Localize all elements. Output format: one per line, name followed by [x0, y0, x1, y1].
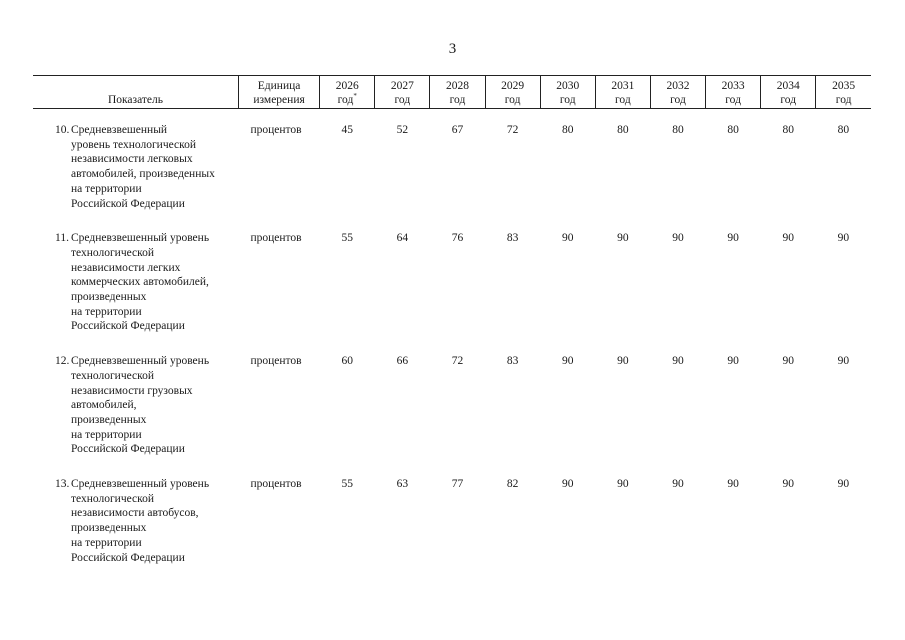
- table-spacer-row: [33, 109, 871, 124]
- header-year-value: 2026: [335, 79, 359, 92]
- row-indicator: [33, 354, 238, 477]
- row-value-2027: 66: [396, 355, 409, 368]
- row-value-2033: 90: [727, 232, 739, 245]
- row-name-line: технологической: [71, 369, 155, 382]
- header-unit: [238, 76, 319, 109]
- row-value-2027: 52: [396, 124, 409, 136]
- row-value-2034: 90: [782, 355, 794, 368]
- header-year-2032: [650, 76, 705, 109]
- row-number: 11.: [55, 232, 69, 245]
- header-year-2033: [706, 76, 761, 109]
- header-year-word: год: [725, 94, 741, 107]
- row-name-line: Средневзвешенный уровень: [71, 232, 210, 245]
- row-value-2029: 83: [506, 232, 519, 245]
- row-indicator-wrap: [33, 354, 238, 457]
- row-indicator-wrap: [33, 123, 238, 211]
- header-year-word: год: [449, 94, 466, 107]
- row-number: 13.: [55, 478, 70, 491]
- row-name-line: на территории: [71, 536, 142, 549]
- row-name-line: автомобилей, произведенных: [71, 168, 215, 181]
- header-year-2028: [430, 76, 485, 109]
- header-year-value: 2032: [666, 79, 690, 92]
- row-value-2030: 90: [561, 478, 574, 491]
- row-unit: процентов: [250, 355, 302, 368]
- header-year-word: год: [394, 94, 411, 107]
- row-value-2031: 90: [617, 478, 629, 491]
- header-year-word-line: [432, 93, 482, 108]
- row-name-line: независимости автобусов,: [71, 507, 199, 520]
- header-year-word: год: [559, 94, 576, 107]
- row-value-2035: 80: [837, 124, 850, 136]
- row-number: 12.: [55, 355, 70, 368]
- row-value-2032: 80: [672, 124, 684, 136]
- header-year-value: 2031: [611, 79, 635, 92]
- header-year-word: год: [670, 94, 686, 107]
- row-value-2026: 55: [341, 478, 353, 491]
- header-year-value: 2034: [776, 79, 800, 92]
- row-value-2035: 90: [837, 232, 850, 245]
- header-year-value: 2028: [445, 79, 469, 92]
- header-year-word-line: [818, 93, 869, 108]
- row-name-line: независимости грузовых: [71, 384, 193, 397]
- row-name-line: на территории: [71, 182, 142, 195]
- row-value-2028: 77: [451, 478, 464, 491]
- header-year-word-line: [377, 93, 427, 108]
- header-unit-line1: Единица: [257, 79, 301, 92]
- row-name-line: независимости легких: [71, 261, 181, 274]
- header-year-word-line: [708, 93, 758, 108]
- row-value-2034: 90: [782, 232, 794, 245]
- row-name: [71, 354, 209, 457]
- row-value-2032: 90: [672, 355, 684, 368]
- header-year-value: 2029: [501, 79, 525, 92]
- page-number: 3: [448, 41, 457, 57]
- row-name: [71, 231, 209, 334]
- header-year-word: год: [615, 94, 631, 107]
- row-value-2027: 64: [396, 232, 409, 245]
- row-unit: процентов: [250, 124, 302, 136]
- header-year-2026: [320, 76, 375, 109]
- row-value-2030: 90: [561, 355, 574, 368]
- header-year-2035: [816, 76, 871, 109]
- header-year-word-line: [488, 93, 538, 108]
- row-value-2028: 72: [451, 355, 464, 368]
- header-year-value: 2027: [390, 79, 414, 92]
- table-row: [33, 231, 871, 354]
- row-value-2026: 60: [341, 355, 353, 368]
- row-indicator-wrap: [33, 477, 238, 565]
- row-value-2029: 82: [506, 478, 519, 491]
- row-name-line: Средневзвешенный уровень: [71, 478, 210, 491]
- row-name: [71, 477, 209, 565]
- header-year-value: 2030: [556, 79, 580, 92]
- row-value-2029: 83: [506, 355, 519, 368]
- row-unit: процентов: [250, 478, 302, 491]
- row-indicator-wrap: [33, 231, 238, 334]
- indicators-table: [33, 75, 871, 585]
- row-name-line: Российской Федерации: [71, 320, 185, 333]
- header-year-word-line: [322, 93, 372, 108]
- row-name-line: уровень технологической: [71, 138, 197, 151]
- row-name-line: произведенных: [71, 522, 147, 535]
- row-value-2028: 76: [451, 232, 464, 245]
- header-indicator-label: Показатель: [107, 94, 164, 107]
- footnote-mark: *: [353, 92, 357, 101]
- row-value-2034: 90: [782, 478, 794, 491]
- row-value-2026: 45: [341, 124, 353, 136]
- table-body: [33, 109, 871, 586]
- table-row: [33, 354, 871, 477]
- header-year-2027: [375, 76, 430, 109]
- header-year-word-line: [598, 93, 648, 108]
- header-year-word: год: [780, 94, 797, 107]
- row-indicator: [33, 123, 238, 231]
- row-value-2033: 90: [727, 478, 739, 491]
- row-value-2030: 80: [561, 124, 574, 136]
- header-year-value: 2033: [721, 79, 745, 92]
- row-value-2028: 67: [451, 124, 464, 136]
- header-year-word-line: [543, 93, 593, 108]
- row-name-line: произведенных: [71, 291, 147, 304]
- row-name-line: независимости легковых: [71, 153, 193, 166]
- header-year-2030: [540, 76, 595, 109]
- row-unit: процентов: [250, 232, 302, 245]
- row-value-2030: 90: [561, 232, 574, 245]
- header-year-word-line: [653, 93, 703, 108]
- row-value-2035: 90: [837, 355, 850, 368]
- row-name-line: Средневзвешенный уровень: [71, 355, 210, 368]
- row-value-2029: 72: [506, 124, 519, 136]
- row-name-line: произведенных: [71, 413, 147, 426]
- row-name-line: на территории: [71, 428, 142, 441]
- header-year-value: 2035: [832, 79, 856, 92]
- row-name-line: автомобилей,: [71, 399, 137, 412]
- header-unit-line2: измерения: [253, 94, 305, 107]
- row-name-line: технологической: [71, 492, 155, 505]
- row-indicator: [33, 231, 238, 354]
- row-value-2031: 80: [617, 124, 629, 136]
- row-number: 10.: [55, 124, 70, 136]
- header-year-word-line: [763, 93, 813, 108]
- row-value-2031: 90: [617, 232, 629, 245]
- row-name-line: коммерческих автомобилей,: [71, 276, 209, 289]
- row-value-2035: 90: [837, 478, 850, 491]
- row-indicator: [33, 477, 238, 585]
- header-year-word: год: [504, 94, 521, 107]
- header-year-2031: [595, 76, 650, 109]
- header-year-word: год: [337, 94, 354, 107]
- row-value-2034: 80: [782, 124, 794, 136]
- row-name: [71, 123, 215, 211]
- table-row: [33, 477, 871, 585]
- header-year-word: год: [835, 94, 852, 107]
- row-value-2033: 80: [727, 124, 739, 136]
- header-year-2029: [485, 76, 540, 109]
- header-year-2034: [761, 76, 816, 109]
- row-name-line: на территории: [71, 305, 142, 318]
- row-value-2026: 55: [341, 232, 353, 245]
- table-header-row: [33, 76, 871, 109]
- row-value-2027: 63: [396, 478, 409, 491]
- header-indicator: [33, 76, 238, 109]
- row-value-2032: 90: [672, 232, 684, 245]
- row-name-line: Российской Федерации: [71, 443, 185, 456]
- row-name-line: Российской Федерации: [71, 197, 185, 210]
- spacer-cell: [33, 109, 871, 124]
- row-value-2033: 90: [727, 355, 739, 368]
- row-value-2031: 90: [617, 355, 629, 368]
- row-value-2032: 90: [672, 478, 684, 491]
- table-row: [33, 123, 871, 231]
- row-name-line: Российской Федерации: [71, 551, 185, 564]
- row-name-line: технологической: [71, 246, 155, 259]
- row-name-line: Средневзвешенный: [71, 124, 168, 136]
